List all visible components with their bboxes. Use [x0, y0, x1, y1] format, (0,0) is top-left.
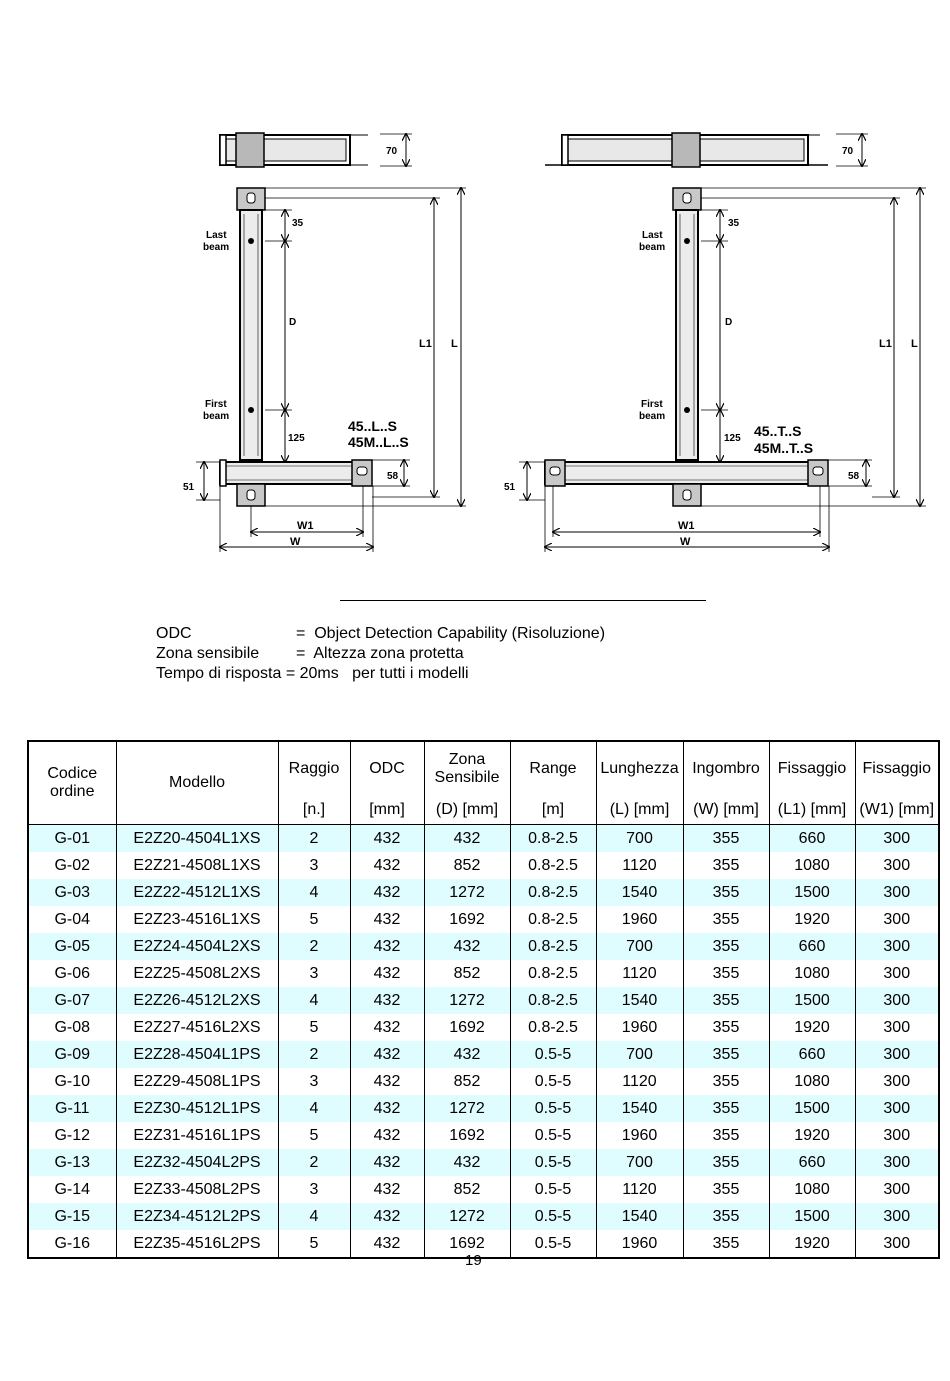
- dim-w1-left: W1: [297, 520, 314, 532]
- cell-ingombro: 355: [683, 852, 769, 879]
- cell-fissaggio-w1: 300: [855, 1095, 939, 1122]
- cell-codice: G-14: [28, 1176, 116, 1203]
- unit-fissaggio-w1: (W1) [mm]: [855, 796, 939, 825]
- legend-term: Tempo di risposta: [156, 665, 282, 682]
- cell-lunghezza: 1540: [596, 1203, 683, 1230]
- cell-range: 0.8-2.5: [510, 1014, 596, 1041]
- cell-odc: 432: [350, 1149, 424, 1176]
- cell-codice: G-06: [28, 960, 116, 987]
- header-lunghezza: Lunghezza: [596, 741, 683, 796]
- cell-codice: G-13: [28, 1149, 116, 1176]
- cell-modello: E2Z21-4508L1XS: [116, 852, 278, 879]
- header-fissaggio-w1: Fissaggio: [855, 741, 939, 796]
- legend-row-odc: [156, 624, 605, 644]
- cell-ingombro: 355: [683, 1014, 769, 1041]
- cell-raggio: 3: [278, 1176, 350, 1203]
- cell-raggio: 4: [278, 987, 350, 1014]
- dim-35-right: 35: [728, 218, 740, 229]
- table-row: [28, 1122, 939, 1149]
- cell-fissaggio-l1: 1920: [769, 1122, 855, 1149]
- cell-odc: 432: [350, 1176, 424, 1203]
- cell-odc: 432: [350, 906, 424, 933]
- cell-fissaggio-w1: 300: [855, 933, 939, 960]
- table-row: [28, 1095, 939, 1122]
- cell-zona: 432: [424, 825, 510, 853]
- cell-fissaggio-w1: 300: [855, 987, 939, 1014]
- dim-125-right: 125: [724, 433, 741, 444]
- legend-def: = Object Detection Capability (Risoluzione): [296, 625, 606, 642]
- drawing-left: [183, 133, 466, 552]
- cell-lunghezza: 1960: [596, 1122, 683, 1149]
- cell-modello: E2Z35-4516L2PS: [116, 1230, 278, 1258]
- cell-fissaggio-w1: 300: [855, 960, 939, 987]
- cell-fissaggio-w1: 300: [855, 825, 939, 853]
- cell-fissaggio-l1: 1080: [769, 1068, 855, 1095]
- dim-70-right: 70: [842, 146, 854, 157]
- cell-lunghezza: 1120: [596, 960, 683, 987]
- cell-ingombro: 355: [683, 933, 769, 960]
- cell-zona: 432: [424, 933, 510, 960]
- dim-l-right: L: [911, 338, 918, 350]
- cell-range: 0.8-2.5: [510, 852, 596, 879]
- cell-range: 0.8-2.5: [510, 906, 596, 933]
- cell-zona: 432: [424, 1041, 510, 1068]
- cell-modello: E2Z32-4504L2PS: [116, 1149, 278, 1176]
- page-number: 19: [465, 1252, 482, 1269]
- cell-ingombro: 355: [683, 1230, 769, 1258]
- cell-zona: 1272: [424, 879, 510, 906]
- header-zona: Zona Sensibile: [424, 741, 510, 796]
- cell-modello: E2Z20-4504L1XS: [116, 825, 278, 853]
- cell-fissaggio-l1: 1080: [769, 960, 855, 987]
- model-label-right-2: 45M..T..S: [754, 440, 814, 456]
- cell-fissaggio-l1: 660: [769, 933, 855, 960]
- cell-range: 0.8-2.5: [510, 987, 596, 1014]
- cell-range: 0.8-2.5: [510, 825, 596, 853]
- cell-codice: G-05: [28, 933, 116, 960]
- cell-raggio: 2: [278, 1041, 350, 1068]
- cell-range: 0.5-5: [510, 1149, 596, 1176]
- cell-ingombro: 355: [683, 1203, 769, 1230]
- cell-raggio: 5: [278, 906, 350, 933]
- cell-fissaggio-w1: 300: [855, 1230, 939, 1258]
- cell-lunghezza: 1540: [596, 987, 683, 1014]
- top-view-left: [220, 133, 412, 167]
- cell-codice: G-11: [28, 1095, 116, 1122]
- cell-fissaggio-w1: 300: [855, 1014, 939, 1041]
- table-row: [28, 960, 939, 987]
- unit-ingombro: (W) [mm]: [683, 796, 769, 825]
- cell-ingombro: 355: [683, 1095, 769, 1122]
- cell-raggio: 4: [278, 879, 350, 906]
- cell-modello: E2Z31-4516L1PS: [116, 1122, 278, 1149]
- first-beam-label-right-2: beam: [639, 411, 666, 422]
- cell-ingombro: 355: [683, 879, 769, 906]
- cell-ingombro: 355: [683, 1122, 769, 1149]
- header-ingombro: Ingombro: [683, 741, 769, 796]
- cell-raggio: 3: [278, 1068, 350, 1095]
- cell-raggio: 3: [278, 852, 350, 879]
- table-row: [28, 1041, 939, 1068]
- technical-drawings: [0, 0, 950, 600]
- cell-ingombro: 355: [683, 1068, 769, 1095]
- cell-lunghezza: 700: [596, 933, 683, 960]
- cell-range: 0.5-5: [510, 1041, 596, 1068]
- cell-fissaggio-w1: 300: [855, 1041, 939, 1068]
- cell-codice: G-10: [28, 1068, 116, 1095]
- cell-codice: G-09: [28, 1041, 116, 1068]
- cell-odc: 432: [350, 1041, 424, 1068]
- table-row: [28, 1203, 939, 1230]
- cell-modello: E2Z33-4508L2PS: [116, 1176, 278, 1203]
- unit-raggio: [n.]: [278, 796, 350, 825]
- cell-odc: 432: [350, 1230, 424, 1258]
- cell-codice: G-04: [28, 906, 116, 933]
- dim-w-left: W: [290, 536, 301, 548]
- legend-term: Zona sensibile: [156, 645, 260, 662]
- dim-35-left: 35: [292, 218, 304, 229]
- cell-lunghezza: 1540: [596, 879, 683, 906]
- header-raggio: Raggio: [278, 741, 350, 796]
- dim-58-left: 58: [387, 471, 399, 482]
- cell-odc: 432: [350, 1122, 424, 1149]
- cell-fissaggio-w1: 300: [855, 1122, 939, 1149]
- cell-fissaggio-w1: 300: [855, 879, 939, 906]
- cell-fissaggio-l1: 1920: [769, 1230, 855, 1258]
- cell-lunghezza: 1540: [596, 1095, 683, 1122]
- cell-ingombro: 355: [683, 960, 769, 987]
- cell-lunghezza: 1120: [596, 1068, 683, 1095]
- cell-fissaggio-l1: 660: [769, 1041, 855, 1068]
- legend-def: = 20ms per tutti i modelli: [281, 665, 469, 682]
- cell-codice: G-01: [28, 825, 116, 853]
- last-beam-label-right-2: beam: [639, 242, 666, 253]
- dim-w-right: W: [680, 536, 691, 548]
- cell-modello: E2Z27-4516L2XS: [116, 1014, 278, 1041]
- table-row: [28, 1149, 939, 1176]
- top-view-right: [545, 133, 868, 167]
- cell-raggio: 2: [278, 1149, 350, 1176]
- cell-zona: 1272: [424, 1095, 510, 1122]
- cell-codice: G-15: [28, 1203, 116, 1230]
- dim-w1-right: W1: [678, 520, 695, 532]
- cell-odc: 432: [350, 933, 424, 960]
- cell-modello: E2Z28-4504L1PS: [116, 1041, 278, 1068]
- table-row: [28, 1176, 939, 1203]
- cell-range: 0.5-5: [510, 1068, 596, 1095]
- cell-fissaggio-l1: 1920: [769, 1014, 855, 1041]
- dim-l-left: L: [451, 338, 458, 350]
- cell-lunghezza: 700: [596, 1041, 683, 1068]
- unit-zona: (D) [mm]: [424, 796, 510, 825]
- legend-row-tempo: [156, 664, 605, 684]
- legend: [156, 624, 605, 684]
- cell-range: 0.8-2.5: [510, 960, 596, 987]
- first-beam-label-right-1: First: [641, 399, 663, 410]
- cell-zona: 432: [424, 1149, 510, 1176]
- cell-modello: E2Z24-4504L2XS: [116, 933, 278, 960]
- cell-ingombro: 355: [683, 825, 769, 853]
- cell-fissaggio-l1: 1080: [769, 852, 855, 879]
- cell-lunghezza: 1960: [596, 1014, 683, 1041]
- dim-125-left: 125: [288, 433, 305, 444]
- model-label-right-1: 45..T..S: [754, 423, 802, 439]
- model-spec-table: [27, 740, 940, 1259]
- cell-zona: 1272: [424, 987, 510, 1014]
- cell-fissaggio-l1: 1500: [769, 879, 855, 906]
- cell-raggio: 2: [278, 825, 350, 853]
- table-row: [28, 987, 939, 1014]
- cell-zona: 852: [424, 960, 510, 987]
- cell-lunghezza: 1120: [596, 1176, 683, 1203]
- cell-zona: 1692: [424, 1122, 510, 1149]
- table-row: [28, 879, 939, 906]
- legend-row-zona: [156, 644, 605, 664]
- cell-lunghezza: 1120: [596, 852, 683, 879]
- cell-range: 0.5-5: [510, 1176, 596, 1203]
- cell-raggio: 5: [278, 1230, 350, 1258]
- cell-ingombro: 355: [683, 1176, 769, 1203]
- cell-ingombro: 355: [683, 987, 769, 1014]
- cell-modello: E2Z22-4512L1XS: [116, 879, 278, 906]
- drawing-right: [504, 133, 926, 552]
- cell-odc: 432: [350, 1203, 424, 1230]
- cell-raggio: 5: [278, 1122, 350, 1149]
- cell-range: 0.5-5: [510, 1203, 596, 1230]
- header-odc: ODC: [350, 741, 424, 796]
- cell-ingombro: 355: [683, 1041, 769, 1068]
- last-beam-label-left-1: Last: [206, 230, 227, 241]
- cell-lunghezza: 700: [596, 1149, 683, 1176]
- model-label-left-2: 45M..L..S: [348, 434, 409, 450]
- legend-term: ODC: [156, 625, 192, 642]
- cell-modello: E2Z23-4516L1XS: [116, 906, 278, 933]
- cell-fissaggio-w1: 300: [855, 852, 939, 879]
- cell-raggio: 5: [278, 1014, 350, 1041]
- first-beam-label-left-2: beam: [203, 411, 230, 422]
- cell-lunghezza: 1960: [596, 906, 683, 933]
- dim-l1-left: L1: [419, 338, 432, 350]
- cell-range: 0.5-5: [510, 1095, 596, 1122]
- cell-ingombro: 355: [683, 906, 769, 933]
- dim-70-left: 70: [386, 146, 398, 157]
- cell-fissaggio-l1: 660: [769, 1149, 855, 1176]
- cell-odc: 432: [350, 825, 424, 853]
- header-fissaggio-l1: Fissaggio: [769, 741, 855, 796]
- cell-fissaggio-l1: 1080: [769, 1176, 855, 1203]
- cell-zona: 852: [424, 852, 510, 879]
- cell-fissaggio-w1: 300: [855, 1068, 939, 1095]
- dim-d-right: D: [725, 317, 733, 328]
- cell-fissaggio-l1: 660: [769, 825, 855, 853]
- unit-range: [m]: [510, 796, 596, 825]
- legend-def: = Altezza zona protetta: [296, 645, 464, 662]
- cell-fissaggio-l1: 1920: [769, 906, 855, 933]
- dim-51-left: 51: [183, 482, 195, 493]
- cell-codice: G-07: [28, 987, 116, 1014]
- cell-fissaggio-w1: 300: [855, 1203, 939, 1230]
- cell-raggio: 4: [278, 1095, 350, 1122]
- cell-range: 0.8-2.5: [510, 879, 596, 906]
- cell-odc: 432: [350, 1014, 424, 1041]
- dim-58-right: 58: [848, 471, 860, 482]
- last-beam-label-left-2: beam: [203, 242, 230, 253]
- cell-zona: 1692: [424, 1014, 510, 1041]
- dim-d-left: D: [289, 317, 297, 328]
- cell-modello: E2Z25-4508L2XS: [116, 960, 278, 987]
- last-beam-label-right-1: Last: [642, 230, 663, 241]
- separator-line: [340, 600, 706, 601]
- table-row: [28, 852, 939, 879]
- cell-fissaggio-w1: 300: [855, 1149, 939, 1176]
- header-modello: Modello: [116, 741, 278, 825]
- header-range: Range: [510, 741, 596, 796]
- cell-zona: 1272: [424, 1203, 510, 1230]
- cell-odc: 432: [350, 852, 424, 879]
- table-row: [28, 906, 939, 933]
- model-label-left-1: 45..L..S: [348, 418, 398, 434]
- cell-modello: E2Z30-4512L1PS: [116, 1095, 278, 1122]
- table-row: [28, 933, 939, 960]
- cell-codice: G-03: [28, 879, 116, 906]
- unit-lunghezza: (L) [mm]: [596, 796, 683, 825]
- table-row: [28, 1014, 939, 1041]
- table-row: [28, 825, 939, 853]
- cell-codice: G-02: [28, 852, 116, 879]
- cell-range: 0.5-5: [510, 1122, 596, 1149]
- cell-zona: 1692: [424, 1230, 510, 1258]
- cell-lunghezza: 1960: [596, 1230, 683, 1258]
- table-row: [28, 1068, 939, 1095]
- cell-lunghezza: 700: [596, 825, 683, 853]
- first-beam-label-left-1: First: [205, 399, 227, 410]
- cell-fissaggio-l1: 1500: [769, 1095, 855, 1122]
- cell-codice: G-12: [28, 1122, 116, 1149]
- cell-fissaggio-l1: 1500: [769, 987, 855, 1014]
- dim-l1-right: L1: [879, 338, 892, 350]
- header-codice: Codice ordine: [28, 741, 116, 825]
- dim-51-right: 51: [504, 482, 516, 493]
- cell-range: 0.5-5: [510, 1230, 596, 1258]
- cell-codice: G-08: [28, 1014, 116, 1041]
- cell-codice: G-16: [28, 1230, 116, 1258]
- cell-modello: E2Z29-4508L1PS: [116, 1068, 278, 1095]
- cell-raggio: 4: [278, 1203, 350, 1230]
- cell-fissaggio-w1: 300: [855, 1176, 939, 1203]
- cell-odc: 432: [350, 987, 424, 1014]
- unit-odc: [mm]: [350, 796, 424, 825]
- cell-raggio: 3: [278, 960, 350, 987]
- cell-fissaggio-l1: 1500: [769, 1203, 855, 1230]
- cell-raggio: 2: [278, 933, 350, 960]
- cell-modello: E2Z26-4512L2XS: [116, 987, 278, 1014]
- cell-odc: 432: [350, 879, 424, 906]
- cell-zona: 852: [424, 1068, 510, 1095]
- cell-odc: 432: [350, 960, 424, 987]
- cell-odc: 432: [350, 1068, 424, 1095]
- cell-fissaggio-w1: 300: [855, 906, 939, 933]
- cell-odc: 432: [350, 1095, 424, 1122]
- cell-ingombro: 355: [683, 1149, 769, 1176]
- cell-zona: 852: [424, 1176, 510, 1203]
- unit-fissaggio-l1: (L1) [mm]: [769, 796, 855, 825]
- cell-modello: E2Z34-4512L2PS: [116, 1203, 278, 1230]
- cell-zona: 1692: [424, 906, 510, 933]
- cell-range: 0.8-2.5: [510, 933, 596, 960]
- table-row: [28, 1230, 939, 1258]
